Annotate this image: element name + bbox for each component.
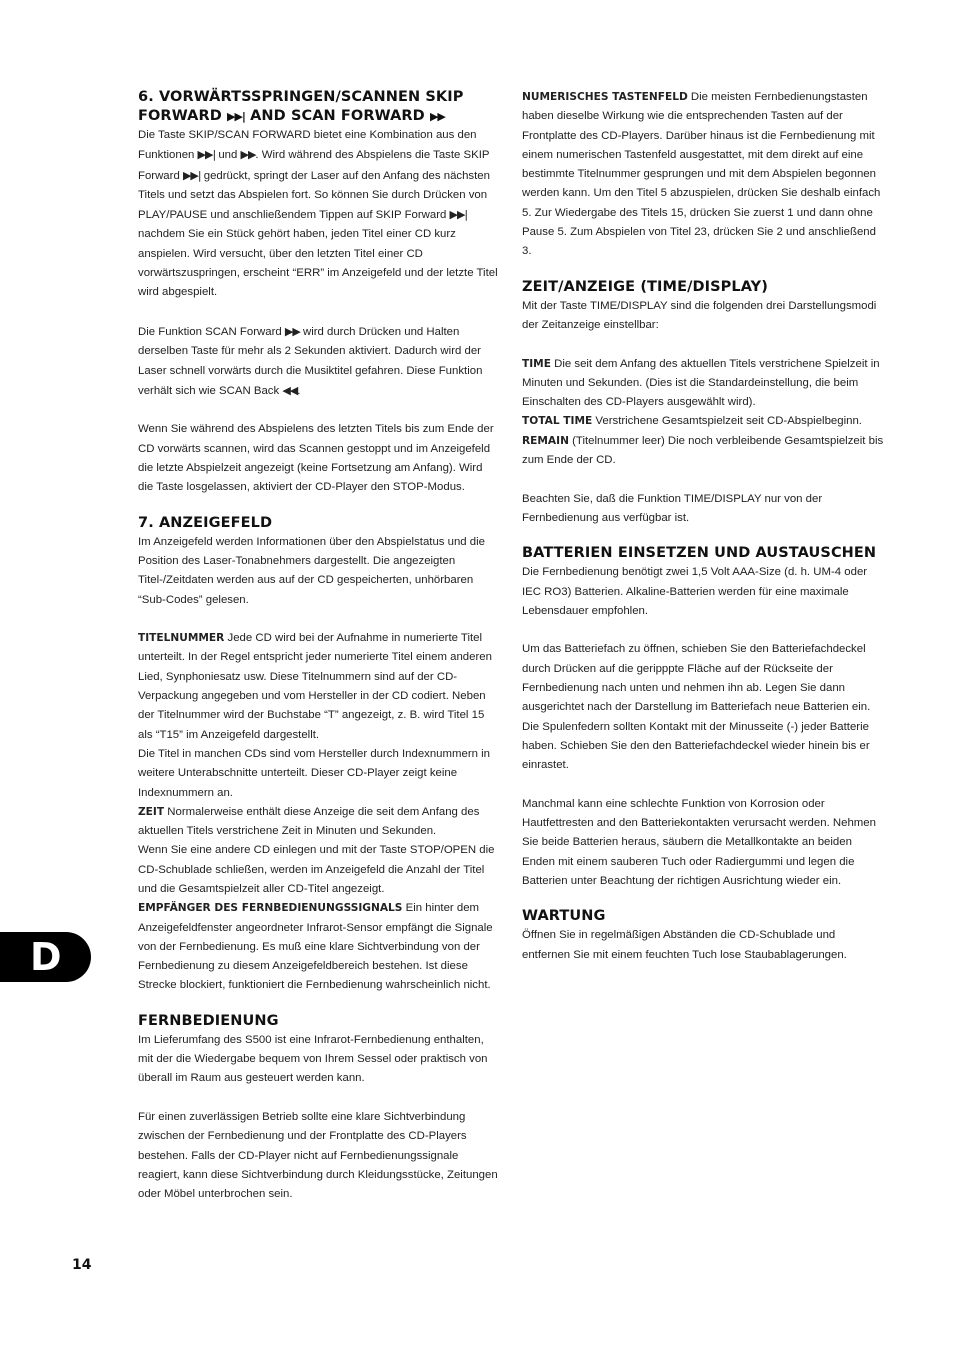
term-numerisches-tastenfeld: NUMERISCHES TASTENFELD — [522, 91, 688, 103]
scan-forward-icon: ▶▶ — [429, 110, 445, 123]
term-empfaenger: EMPFÄNGER DES FERNBEDIENUNGSSIGNALS — [138, 902, 403, 915]
left-column — [138, 88, 500, 1204]
section-skip-forward — [138, 88, 500, 498]
term-titelnummer: TITELNUMMER — [138, 632, 225, 645]
section-fernbedienung — [138, 1012, 500, 1205]
paragraph: TIME Die seit dem Anfang des aktuellen Titels verstrichene Spielzeit in Minuten und Sekunden. (Dies ist die Standardeinstellung, die beim Einschalten des CD-Players ausgewählt wird). — [522, 357, 880, 409]
paragraph: Die Taste SKIP/SCAN FORWARD bietet eine Kombination aus den Funktionen ▶▶| und ▶▶. Wird während des Abspielens die Taste SKIP Forward ▶▶| gedrückt, springt der Laser auf den Anfang des nächsten Titels und setzt das Abspielen fort. So können Sie durch Drücken von PLAY/PAUSE und anschließendem Tippen auf SKIP Forward ▶▶| nachdem Sie ein Stück gehört haben, jeden Titel einer CD kurz anspielen. Wird versucht, über den letzten Titel einer CD vorwärtszuspringen, erscheint “ERR” im Anzeigefeld und der letzte Titel wird abgespielt. — [138, 129, 498, 299]
scan-forward-icon: ▶▶ — [284, 324, 300, 338]
skip-forward-icon: ▶▶| — [449, 208, 468, 222]
term-total-time: TOTAL TIME — [522, 415, 593, 428]
paragraph: Manchmal kann eine schlechte Funktion von Korrosion oder Hautfettresten and den Batteriekontakten verursacht werden. Nehmen Sie beide Batterien heraus, säubern die Metallkontakte an beiden Enden mit einem sauberen Tuch oder Radiergummi und legen die Batterien unter Beachtung der richtigen Ausrichtung wieder ein. — [522, 797, 876, 887]
paragraph: Im Anzeigefeld werden Informationen über den Abspielstatus und die Position des Laser-Tonabnehmers dargestellt. Die angezeigten Titel-/Zeitdaten werden aus auf der CD gespeicherten, unhörbaren “Sub-Codes” gelesen. — [138, 535, 486, 606]
section-title-wartung: WARTUNG — [522, 908, 606, 925]
language-tab — [0, 932, 91, 982]
skip-forward-icon: ▶▶| — [197, 148, 216, 162]
skip-forward-icon: ▶▶| — [182, 168, 201, 182]
term-zeit: ZEIT — [138, 805, 165, 818]
section-zeit-anzeige — [522, 278, 884, 529]
paragraph: Wenn Sie während des Abspielens des letzten Titels bis zum Ende der CD vorwärts scannen, wird das Scannen gestoppt und im Anzeigefeld die letzte Abspielzeit angezeigt (keine Fortsetzung am Anfang). Wird die Taste losgelassen, aktiviert der CD-Player den STOP-Modus. — [138, 423, 494, 494]
paragraph: REMAIN (Titelnummer leer) Die noch verbleibende Gesamtspielzeit bis zum Ende der CD. — [522, 434, 884, 467]
section-wartung — [522, 907, 884, 965]
paragraph: EMPFÄNGER DES FERNBEDIENUNGSSIGNALS Ein hinter dem Anzeigefeldfenster angeordneter Infrarot-Sensor empfängt die Signale von der Fernbedienung. Es muß eine klare Sichtverbindung von der Fernbedienung zu diesem Anzeigefeldbereich bestehen. Ist diese Strecke blockiert, funktioniert die Fernbedienung wahrscheinlich nicht. — [138, 902, 493, 992]
section-title-zeit-anzeige: ZEIT/ANZEIGE (TIME/DISPLAY) — [522, 278, 768, 295]
section-batterien — [522, 544, 884, 891]
term-time: TIME — [522, 357, 551, 370]
section-title-batterien: BATTERIEN EINSETZEN UND AUSTAUSCHEN — [522, 545, 877, 562]
section-anzeigefeld — [138, 514, 500, 996]
paragraph: Wenn Sie eine andere CD einlegen und mit der Taste STOP/OPEN die CD-Schublade schließen, werden im Anzeigefeld die Anzahl der Titel und die Gesamtspielzeit aller CD-Titel angezeigt. — [138, 844, 495, 895]
paragraph: TOTAL TIME Verstrichene Gesamtspielzeit seit CD-Abspielbeginn. — [522, 415, 862, 428]
section-title-anzeigefeld: 7. ANZEIGEFELD — [138, 514, 273, 531]
paragraph: ZEIT Normalerweise enthält diese Anzeige die seit dem Anfang des aktuellen Titels verstrichene Zeit in Minuten und Sekunden. — [138, 805, 480, 838]
paragraph: Die Fernbedienung benötigt zwei 1,5 Volt AAA-Size (d. h. UM-4 oder IEC RO3) Batterien. Alkaline-Batterien werden für eine maximale Lebensdauer empfohlen. — [522, 566, 868, 617]
page-number: 14 — [72, 1257, 92, 1273]
right-column — [522, 88, 884, 965]
section-title-fernbedienung: FERNBEDIENUNG — [138, 1012, 279, 1029]
scan-forward-icon: ▶▶ — [240, 148, 256, 162]
paragraph: TITELNUMMER Jede CD wird bei der Aufnahme in numerierte Titel unterteilt. In der Regel entspricht jeder numerierte Titel einem anderen Lied, Synphoniesatz usw. Diese Titelnummern sind auf der CD-Verpackung angegeben und vom Hersteller in der CD codiert. Neben der Titelnummer wird der Buchstabe “T” angezeigt, z. B. wird Titel 15 als “T15” im Anzeigefeld dargestellt. — [138, 632, 492, 741]
scan-back-icon: ◀◀ — [282, 383, 298, 397]
skip-forward-icon: ▶▶| — [227, 110, 245, 123]
paragraph: Mit der Taste TIME/DISPLAY sind die folgenden drei Darstellungsmodi der Zeitanzeige einstellbar: — [522, 299, 877, 331]
paragraph: Die Funktion SCAN Forward ▶▶ wird durch Drücken und Halten derselben Taste für mehr als 2 Sekunden aktiviert. Dadurch wird der Laser schnell vorwärts durch die Musiktitel gefahren. Diese Funktion verhält sich wie SCAN Back ◀◀. — [138, 324, 483, 397]
term-remain: REMAIN — [522, 434, 569, 447]
paragraph: Im Lieferumfang des S500 ist eine Infrarot-Fernbedienung enthalten, mit der die Wiedergabe bequem von Ihrem Sessel oder praktisch von überall im Raum aus gesteuert werden kann. — [138, 1033, 488, 1085]
paragraph: Die Titel in manchen CDs sind vom Hersteller durch Indexnummern in weitere Unterabschnitte unterteilt. Dieser CD-Player zeigt keine Indexnummern an. — [138, 747, 490, 799]
language-tab-letter: D — [30, 935, 62, 979]
section-numerisches-tastenfeld — [522, 88, 884, 262]
paragraph: Für einen zuverlässigen Betrieb sollte eine klare Sichtverbindung zwischen der Fernbedienung und der Frontplatte des CD-Players bestehen. Falls der CD-Player nicht auf Fernbedienungssignale reagiert, kann diese Sichtverbindung durch Kleidungsstücke, Zeitungen oder Möbel unterbrochen sein. — [138, 1110, 498, 1201]
section-title-skip-forward: 6. VORWÄRTSSPRINGEN/SCANNEN SKIP FORWARD ▶▶| AND SCAN FORWARD ▶▶ — [138, 89, 464, 124]
paragraph: Öffnen Sie in regelmäßigen Abständen die CD-Schublade und entfernen Sie mit einem feuchten Tuch lose Staubablagerungen. — [522, 929, 847, 961]
paragraph: NUMERISCHES TASTENFELD Die meisten Fernbedienungstasten haben dieselbe Wirkung wie die entsprechenden Tasten auf der Frontplatte des CD-Players. Darüber hinaus ist die Fernbedienung mit einem numerischen Tastenfeld ausgestattet, mit dem direkt auf eine bestimmte Titelnummer gesprungen und mit dem Abspielen begonnen werden kann. Um den Titel 5 abzuspielen, drücken Sie deshalb einfach 5. Zur Wiedergabe des Titels 15, drücken Sie zuerst 1 und dann ohne Pause 5. Zum Abspielen von Titel 23, drücken Sie 2 und anschließend 3. — [522, 91, 881, 258]
paragraph: Um das Batteriefach zu öffnen, schieben Sie den Batteriefachdeckel durch Drücken auf die geripppte Fläche auf der Rückseite der Fernbedienung nach unten und nehmen ihn ab. Legen Sie dann ausgerichtet nach der Darstellung im Batteriefach neue Batterien ein. Die Spulenfedern sollten Kontakt mit der Minusseite (-) jeder Batterie haben. Schieben Sie den den Batteriefachdeckel wieder hinein bis er einrastet. — [522, 643, 871, 772]
paragraph: Beachten Sie, daß die Funktion TIME/DISPLAY nur von der Fernbedienung aus verfügbar ist. — [522, 492, 823, 524]
